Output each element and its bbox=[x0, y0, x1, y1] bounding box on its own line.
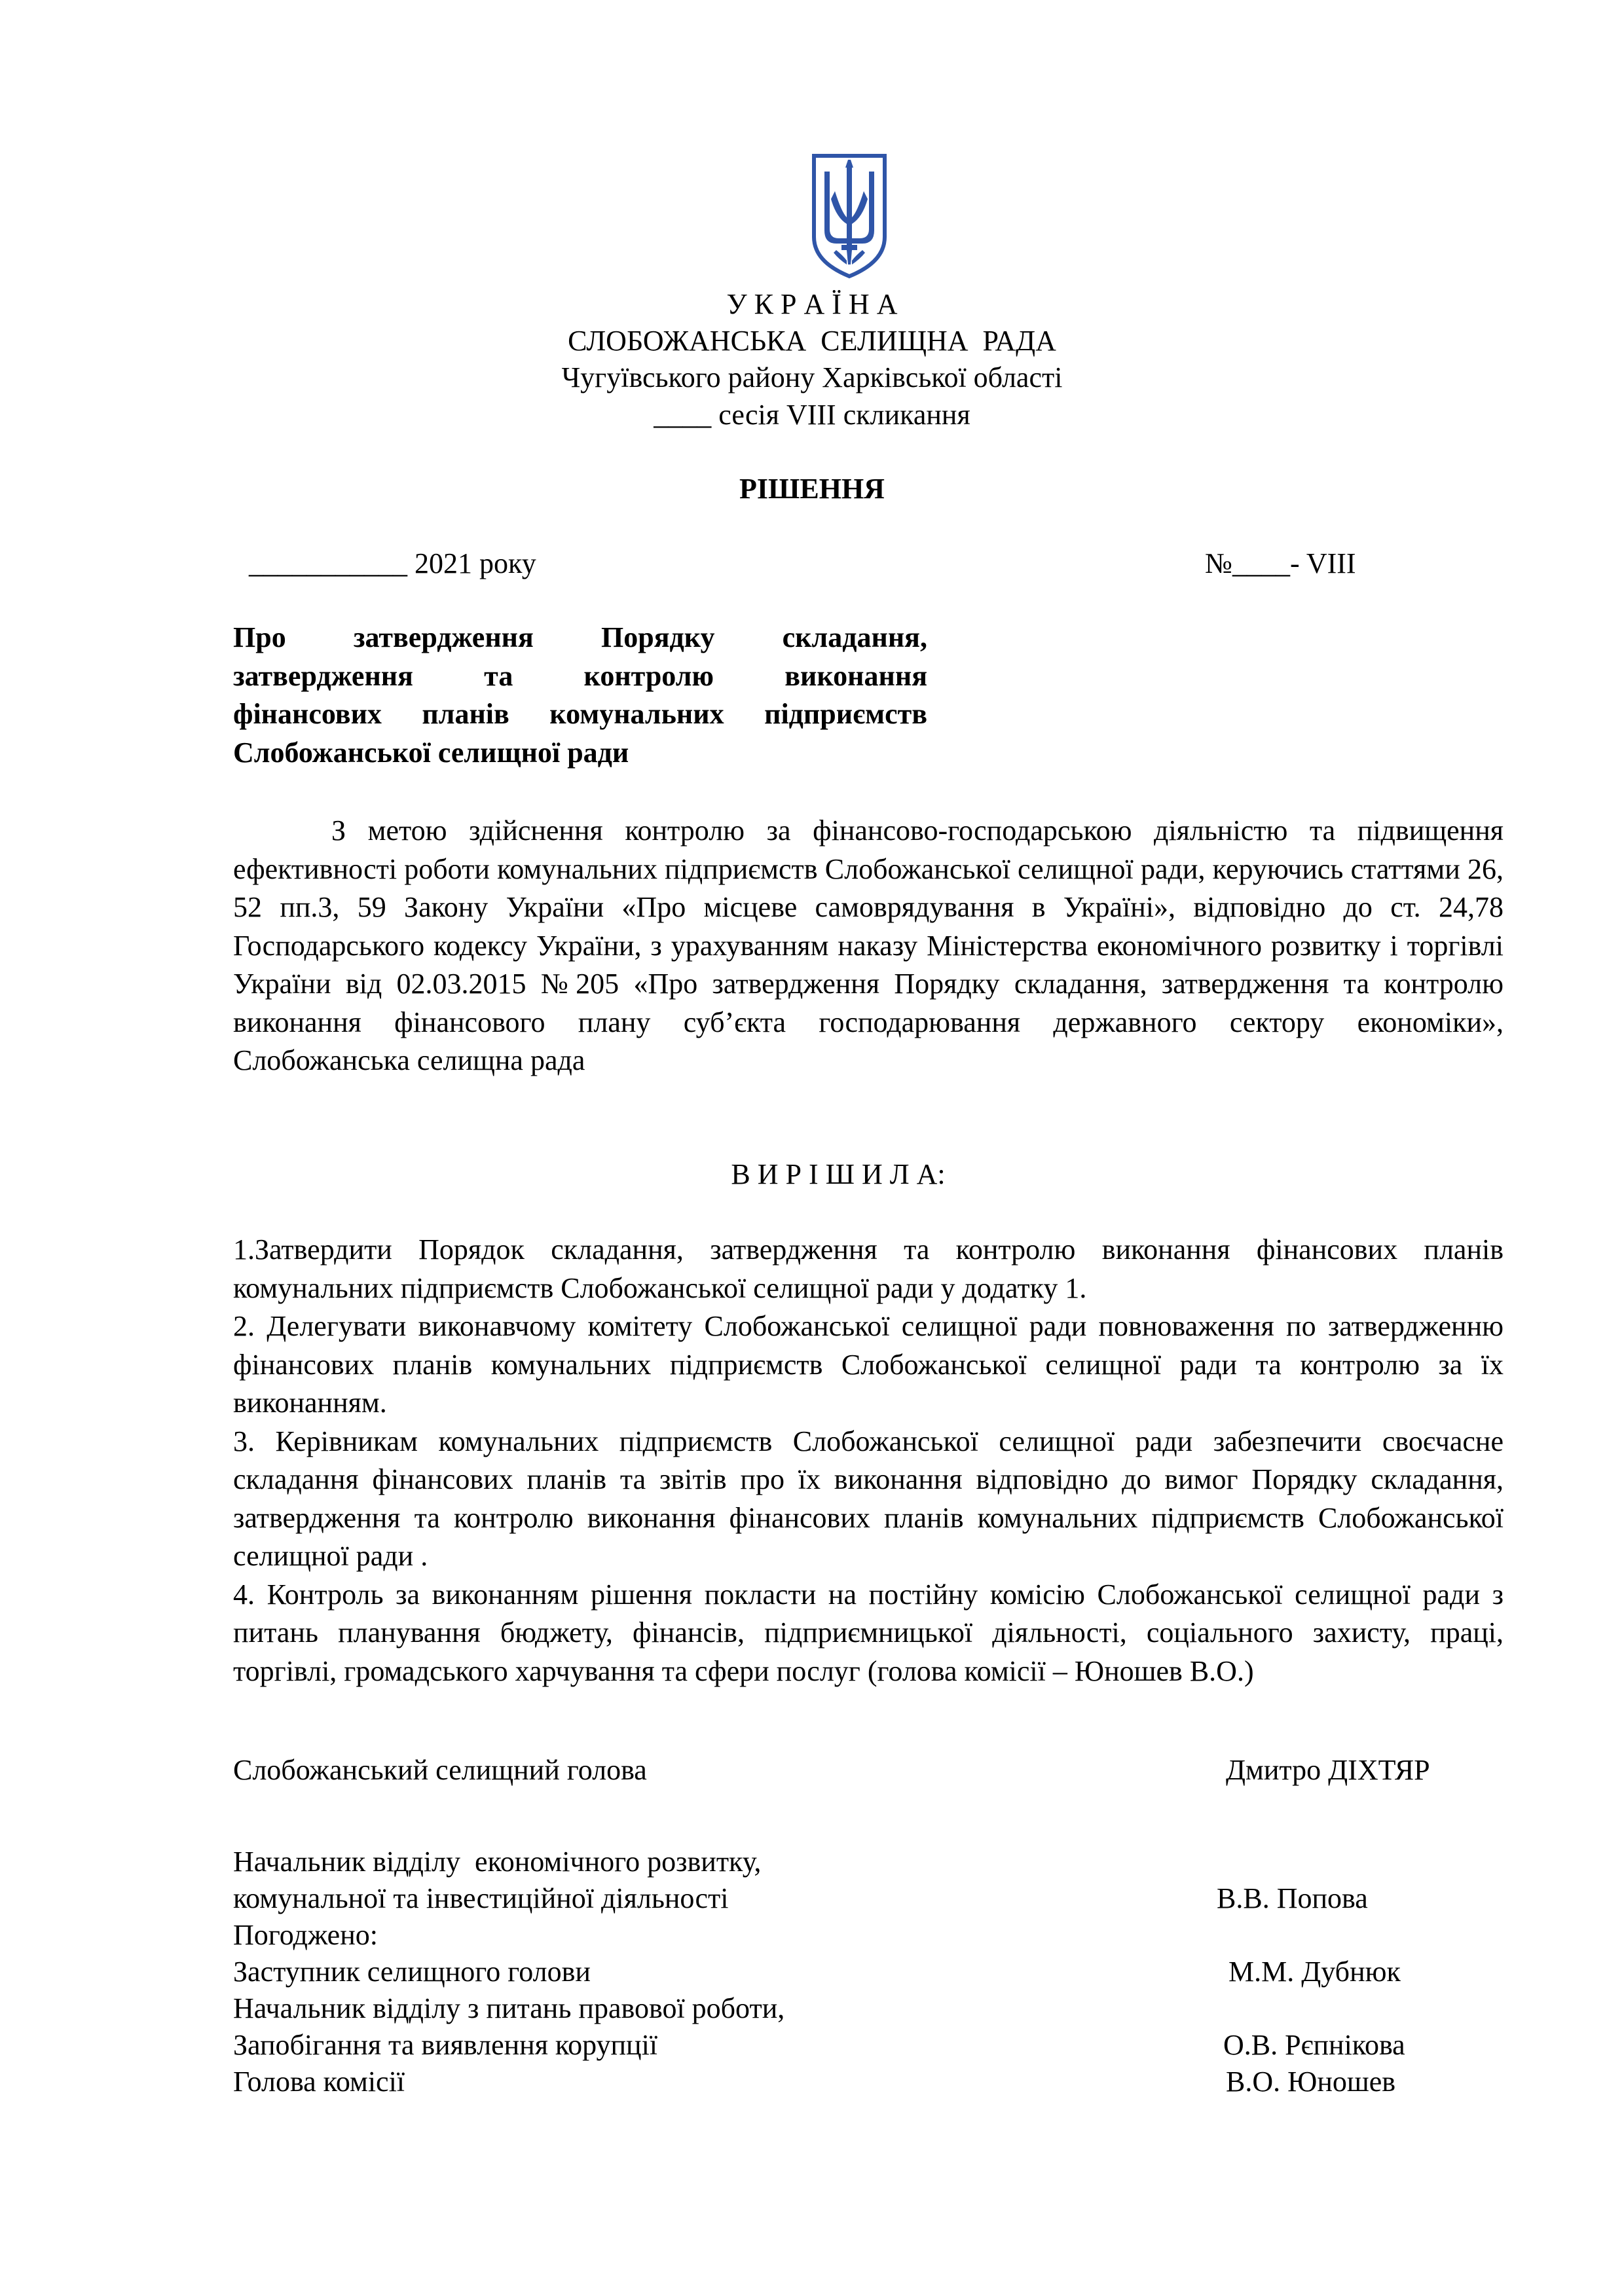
trident-icon bbox=[810, 152, 889, 280]
title-line: фінансових планів комунальних підприємств bbox=[233, 698, 927, 730]
district-name: Чугуївського району Харківської області bbox=[561, 361, 1063, 393]
signature-name: В.О. Юношев bbox=[1226, 2066, 1396, 2098]
country-name: У К Р А Ї Н А bbox=[726, 288, 898, 320]
decision-points bbox=[233, 1231, 1504, 1690]
preamble-text: З метою здійснення контролю за фінансово-господарською діяльністю та підвищення ефективності роботи комунальних підприємств Слобожанської селищної ради, керуючись статтями 26, 52 пп.3, 59 Закону України «Про місцеве самоврядування в Україні», відповідно до ст. 24,78 Господарського кодексу України, з урахуванням наказу Міністерства економічного розвитку і торгівлі України від 02.03.2015 №205 «Про затвердження Порядку складання, затвердження та контролю виконання фінансового плану суб’єкта господарювання державного сектору економіки», Слобожанська селищна рада bbox=[233, 814, 1504, 1076]
signature-position: Голова комісії bbox=[233, 2066, 405, 2098]
decision-point: 1.Затвердити Порядок складання, затвердження та контролю виконання фінансових планів комунальних підприємств Слобожанської селищної ради у додатку 1. bbox=[233, 1233, 1504, 1304]
signature-name: О.В. Рєпнікова bbox=[1223, 2029, 1405, 2061]
approved-label: Погоджено: bbox=[233, 1919, 378, 1951]
signature-position: Запобігання та виявлення корупції bbox=[233, 2029, 658, 2061]
title-line: затвердження та контролю виконання bbox=[233, 659, 927, 692]
decision-title bbox=[233, 619, 927, 772]
title-line: Про затвердження Порядку складання, bbox=[233, 621, 927, 653]
head-name: Дмитро ДІХТЯР bbox=[1226, 1754, 1430, 1786]
signature-position: Начальник відділу економічного розвитку, bbox=[233, 1846, 762, 1878]
decision-point: 3. Керівникам комунальних підприємств Слобожанської селищної ради забезпечити своєчасне складання фінансових планів та звітів про їх виконання відповідно до вимог Порядку складання, затвердження та контролю виконання фінансових планів комунальних підприємств Слобожанської селищної ради . bbox=[233, 1425, 1504, 1572]
decision-number: №____- VIII bbox=[1205, 547, 1356, 579]
title-line: Слобожанської селищної ради bbox=[233, 736, 629, 769]
signature-name: М.М. Дубнюк bbox=[1228, 1956, 1401, 1988]
council-name: СЛОБОЖАНСЬКА СЕЛИЩНА РАДА bbox=[568, 325, 1056, 357]
decided-heading: В И Р І Ш И Л А: bbox=[731, 1158, 946, 1190]
decision-date: ___________ 2021 року bbox=[249, 547, 536, 579]
signature-position: Начальник відділу з питань правової роботи, bbox=[233, 1992, 785, 2024]
signature-position: комунальної та інвестиційної діяльності bbox=[233, 1882, 729, 1914]
document-type: РІШЕННЯ bbox=[739, 473, 885, 505]
signature-position: Заступник селищного голови bbox=[233, 1956, 591, 1988]
decision-point: 4. Контроль за виконанням рішення покласти на постійну комісію Слобожанської селищної ради з питань планування бюджету, фінансів, підприємницької діяльності, соціального захисту, праці, торгівлі, громадського харчування та сфери послуг (голова комісії – Юношев В.О.) bbox=[233, 1578, 1504, 1687]
decision-point: 2. Делегувати виконавчому комітету Слобожанської селищної ради повноваження по затвердженню фінансових планів комунальних підприємств Слобожанської селищної ради та контролю за їх виконанням. bbox=[233, 1310, 1504, 1419]
signature-name: В.В. Попова bbox=[1217, 1882, 1368, 1914]
head-position: Слобожанський селищний голова bbox=[233, 1754, 647, 1786]
preamble bbox=[233, 812, 1504, 1080]
session-line: ____ сесія VIII скликання bbox=[654, 399, 970, 431]
